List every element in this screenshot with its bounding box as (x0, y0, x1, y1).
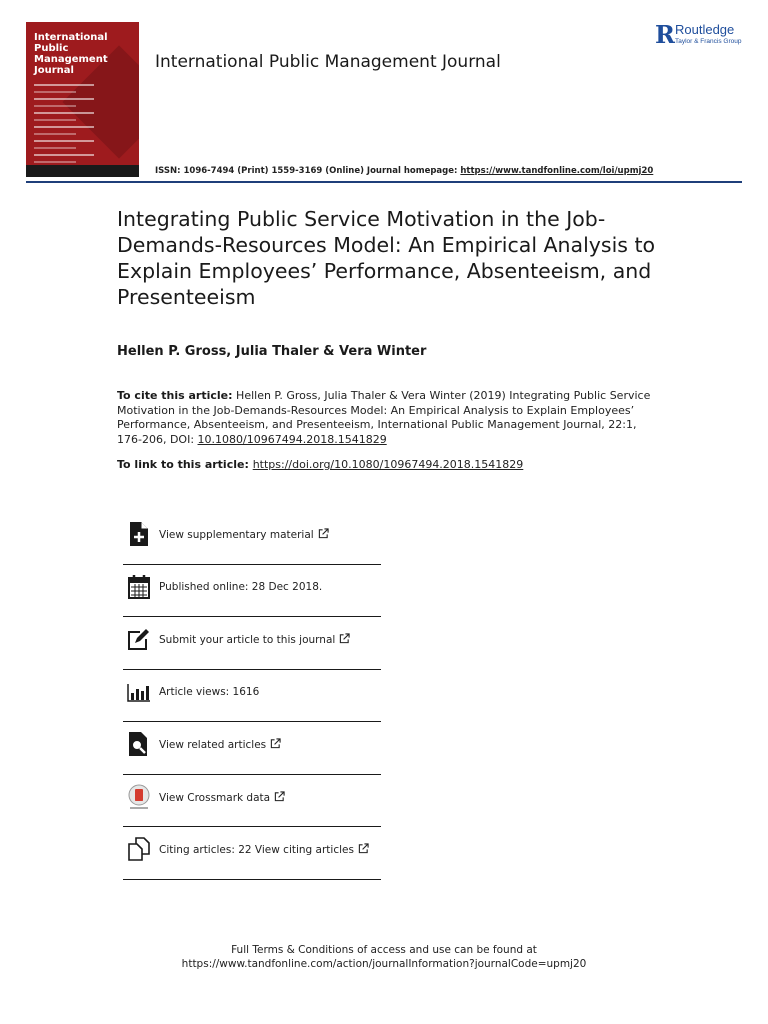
list-item-citing[interactable] (123, 827, 381, 880)
footer-terms-link[interactable]: https://www.tandfonline.com/action/journalInformation?journalCode=upmj20 (181, 958, 587, 970)
list-item-published (123, 565, 381, 618)
list-item-label: Citing articles: 22 View citing articles (159, 844, 354, 856)
publisher-name: Routledge (675, 22, 735, 37)
cite-label: To cite this article: (117, 389, 233, 402)
list-item-label: Published online: 28 Dec 2018. (159, 580, 323, 593)
doi-link[interactable]: 10.1080/10967494.2018.1541829 (197, 432, 387, 446)
supplementary-icon (127, 521, 151, 547)
cover-footer-bar (26, 165, 139, 177)
crossmark-icon (127, 784, 151, 810)
list-item-label: Article views: 1616 (159, 685, 260, 698)
calendar-icon (127, 574, 151, 600)
search-document-icon (127, 731, 151, 757)
bar-chart-icon (127, 679, 151, 705)
list-item-label: View related articles (159, 739, 267, 751)
edit-icon (127, 626, 151, 652)
list-item-label: Submit your article to this journal (159, 634, 336, 646)
article-info-list (123, 512, 381, 880)
link-label: To link to this article: (117, 458, 253, 471)
journal-homepage-link[interactable]: https://www.tandfonline.com/loi/upmj20 (460, 166, 654, 176)
cover-title: International Public Management Journal (34, 32, 108, 76)
header-divider (26, 181, 742, 183)
footer-line-1: Full Terms & Conditions of access and use can be found at (231, 944, 537, 956)
list-item-views (123, 670, 381, 723)
journal-name: International Public Management Journal (155, 52, 501, 72)
link-line (117, 458, 523, 471)
article-title: Integrating Public Service Motivation in the Job-Demands-Resources Model: An Empirical Analysis to Explain Employees’ Performance, Absenteeism, and Presenteeism (117, 207, 656, 309)
citing-articles-icon (127, 836, 151, 862)
external-link-icon (274, 791, 285, 802)
list-item-label: View supplementary material (159, 529, 314, 541)
citation-block (117, 389, 657, 447)
list-item-related[interactable] (123, 722, 381, 775)
list-item-supplementary[interactable] (123, 512, 381, 565)
list-item-submit[interactable] (123, 617, 381, 670)
list-item-label: View Crossmark data (159, 791, 271, 804)
list-item-crossmark[interactable] (123, 775, 381, 828)
publisher-logo[interactable] (655, 22, 750, 50)
article-url-link[interactable]: https://doi.org/10.1080/10967494.2018.1541829 (252, 458, 524, 471)
journal-cover (26, 22, 139, 177)
publisher-subtitle: Taylor & Francis Group (675, 38, 742, 45)
cover-text-lines (34, 84, 94, 168)
external-link-icon (270, 738, 281, 749)
terms-footer (0, 943, 768, 971)
article-authors: Hellen P. Gross, Julia Thaler & Vera Winter (117, 344, 427, 359)
external-link-icon (339, 633, 350, 644)
routledge-r-icon: R (655, 20, 675, 49)
external-link-icon (318, 528, 329, 539)
external-link-icon (358, 843, 369, 854)
issn-line: ISSN: 1096-7494 (Print) 1559-3169 (Online) Journal homepage: https://www.tandfonline.com/loi/upmj20 (155, 166, 654, 176)
cite-text: Hellen P. Gross, Julia Thaler & Vera Winter (2019) Integrating Public Service Motivation in the Job-Demands-Resources Model: An Empirical Analysis to Explain Employees’ Performance, Absenteeism, and Presenteeism, International Public Management Journal, 22:1, 176-206, DOI: (117, 389, 651, 446)
